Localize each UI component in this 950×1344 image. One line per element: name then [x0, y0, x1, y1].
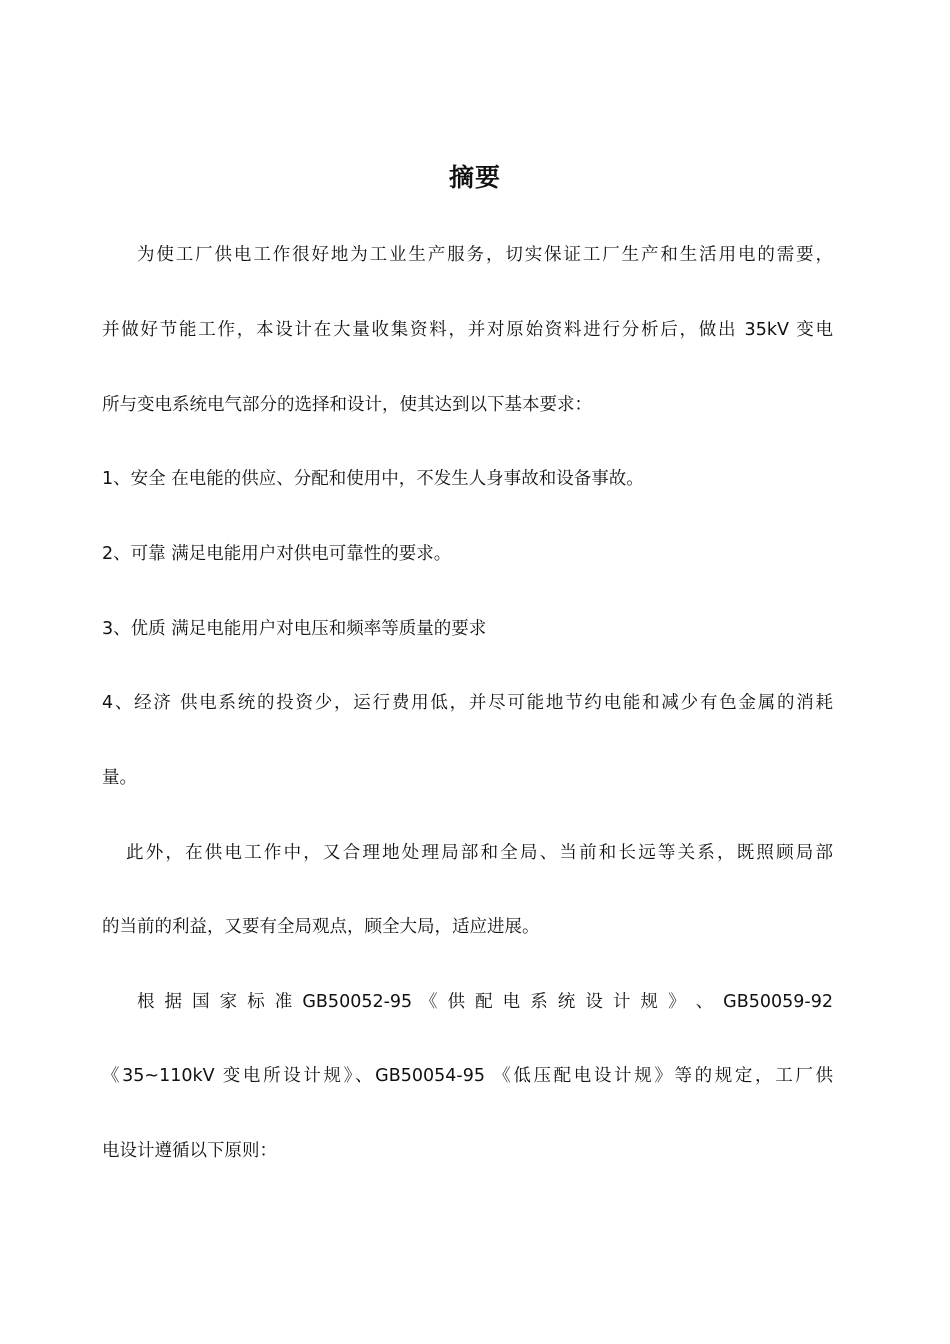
paragraph-line: 并做好节能工作，本设计在大量收集资料，并对原始资料进行分析后，做出 35kV 变电	[102, 320, 833, 340]
list-item: 3、优质 满足电能用户对电压和频率等质量的要求	[102, 619, 487, 639]
paragraph-line: 此外，在供电工作中，又合理地处理局部和全局、当前和长远等关系，既照顾局部	[126, 843, 833, 863]
paragraph-line: 根 据 国 家 标 准 GB50052-95 《 供 配 电 系 统 设 计 规 》 、 GB50059-92	[137, 992, 833, 1012]
paragraph-line: 电设计遵循以下原则：	[102, 1141, 277, 1161]
paragraph-line: 为使工厂供电工作很好地为工业生产服务，切实保证工厂生产和生活用电的需要，	[137, 245, 833, 265]
list-item-continuation: 量。	[102, 768, 137, 788]
list-item: 1、安全 在电能的供应、分配和使用中，不发生人身事故和设备事故。	[102, 469, 644, 489]
paragraph-line: 所与变电系统电气部分的选择和设计，使其达到以下基本要求：	[102, 395, 592, 415]
list-item: 4、经济 供电系统的投资少，运行费用低，并尽可能地节约电能和减少有色金属的消耗	[102, 693, 833, 713]
page-title: 摘要	[448, 163, 501, 192]
list-item: 2、可靠 满足电能用户对供电可靠性的要求。	[102, 544, 452, 564]
paragraph-line: 《35~110kV 变电所设计规》、GB50054-95 《低压配电设计规》等的规定，工厂供	[102, 1066, 833, 1086]
paragraph-line: 的当前的利益，又要有全局观点，顾全大局，适应进展。	[102, 917, 540, 937]
